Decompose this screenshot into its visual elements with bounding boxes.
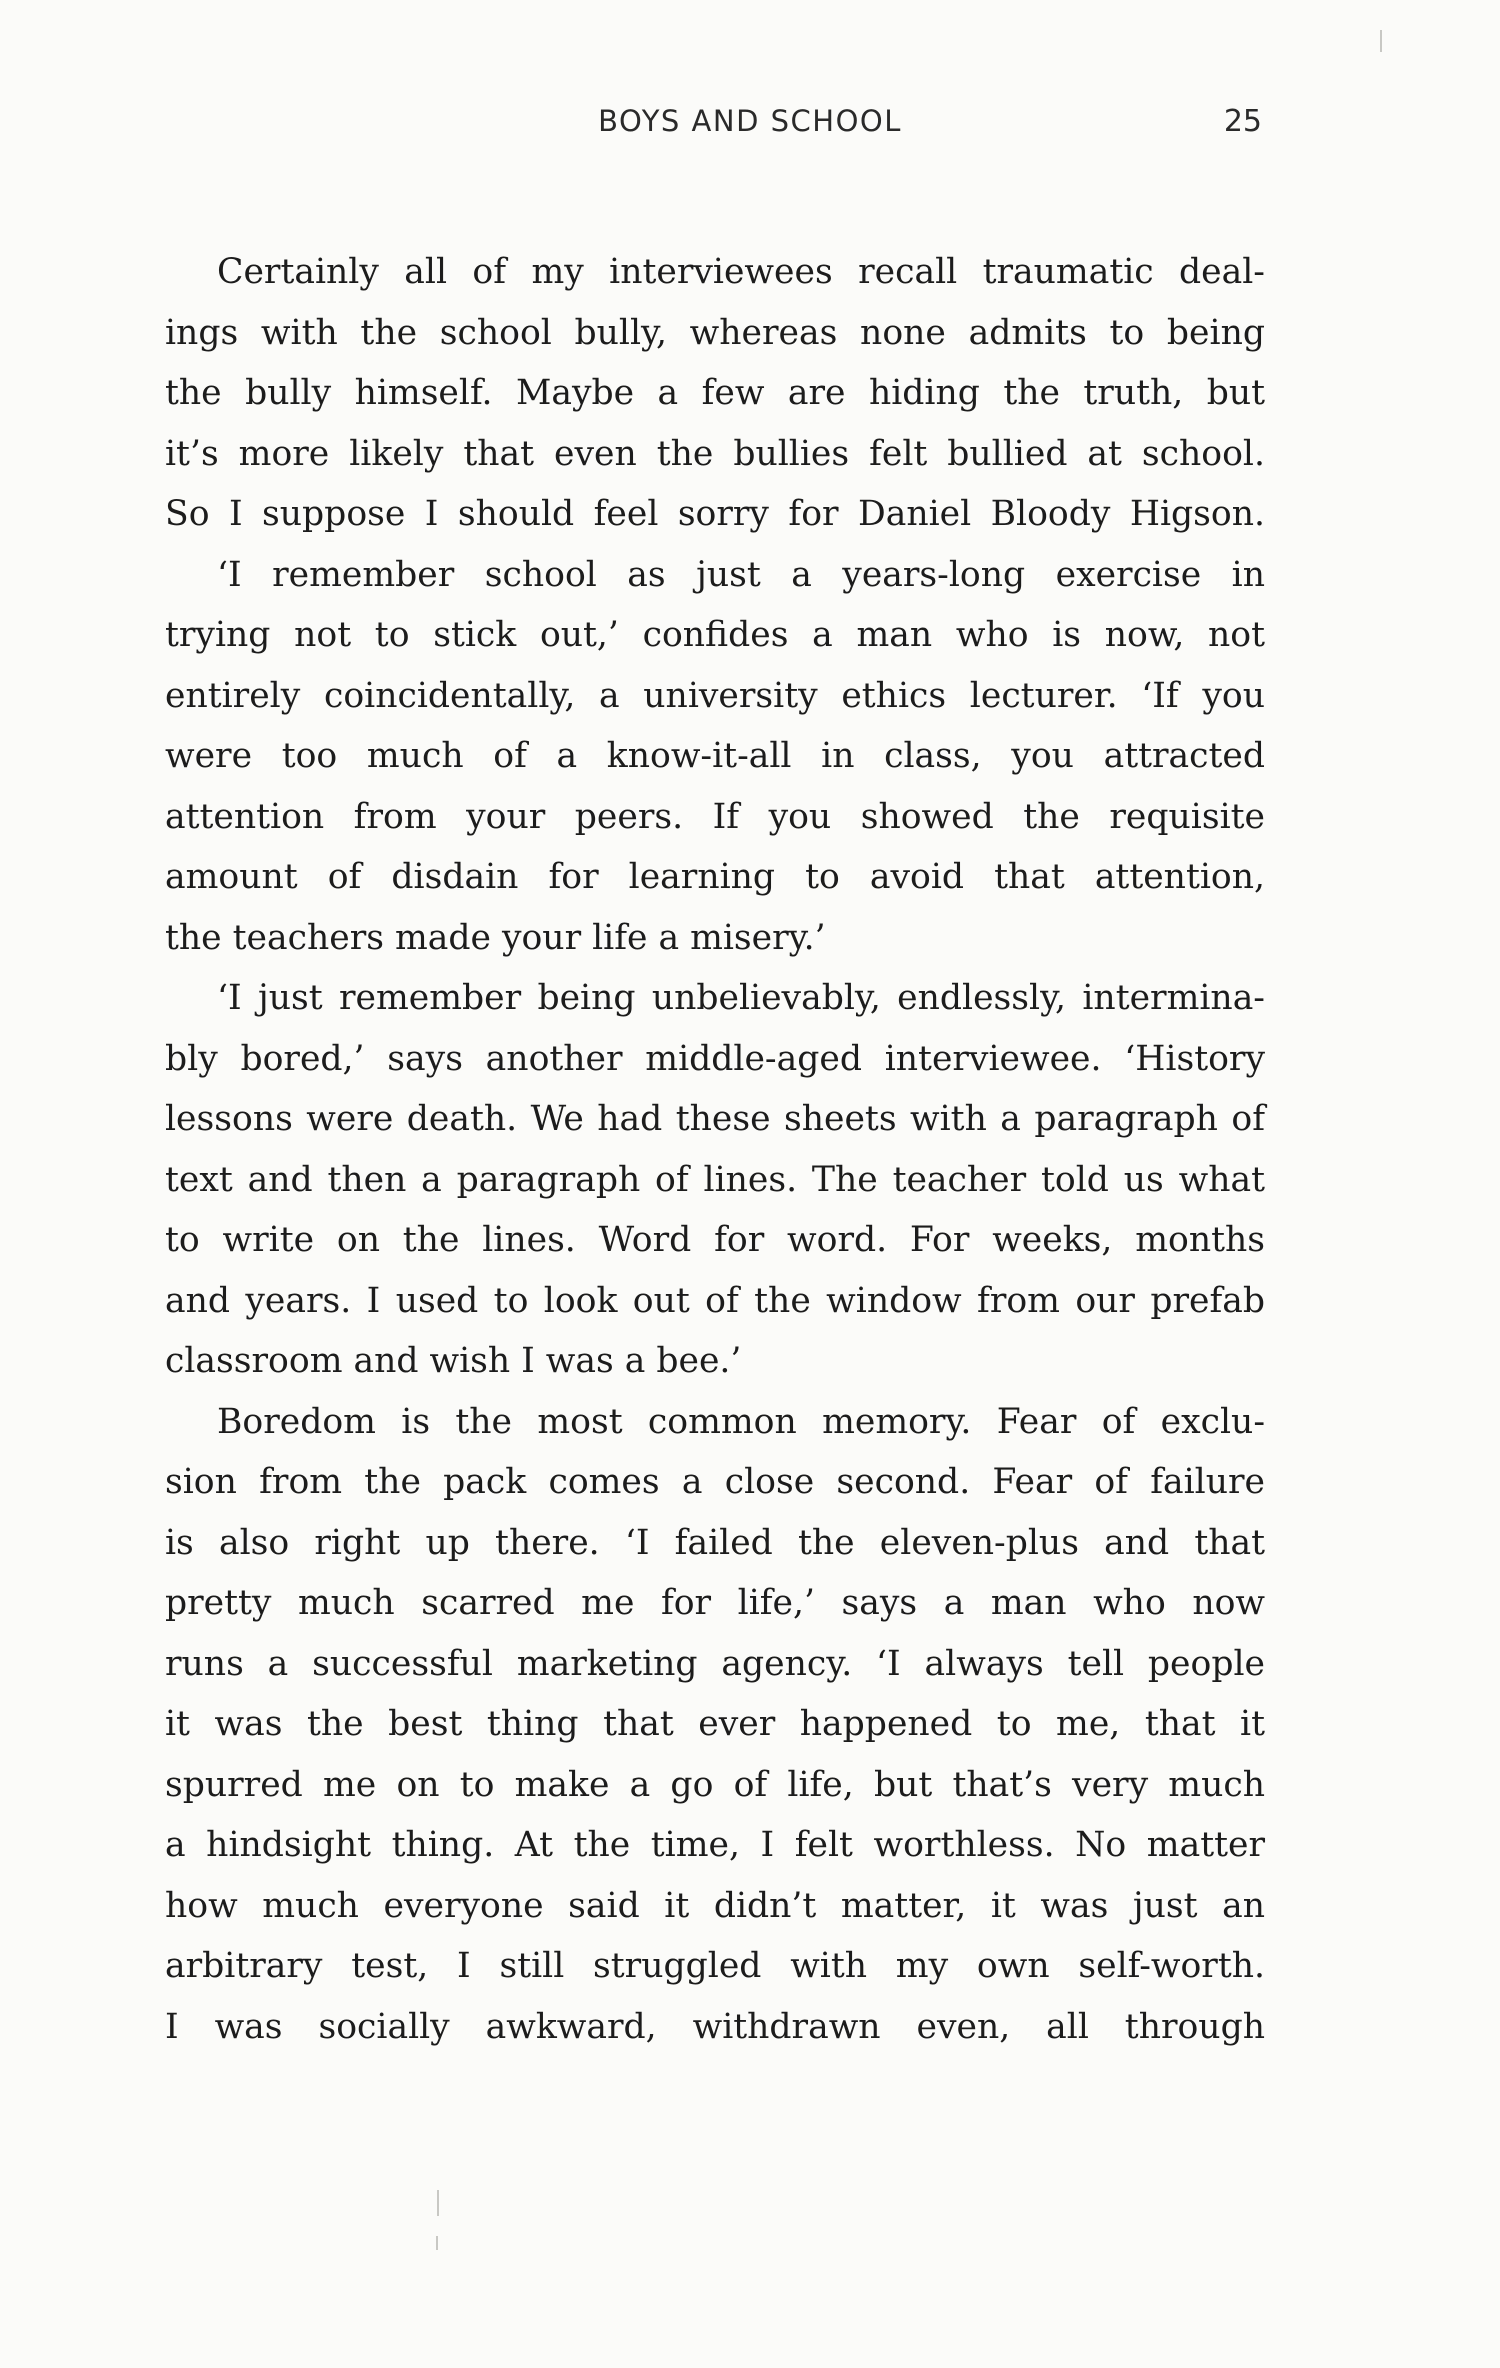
text-line: sion from the pack comes a close second. Fear of failure [165, 1462, 1265, 1502]
text-line: lessons were death. We had these sheets with a paragraph of [165, 1099, 1265, 1139]
scan-speck [1380, 30, 1382, 52]
text-line: it’s more likely that even the bullies felt bullied at school. [165, 433, 1265, 474]
text-line: runs a successful marketing agency. ‘I always tell people [165, 1643, 1265, 1684]
scan-speck [436, 2236, 438, 2250]
page-number: 25 [1223, 104, 1262, 139]
text-line: were too much of a know-it-all in class, you attracted [165, 736, 1265, 776]
text-line: attention from your peers. If you showed the requisite [165, 796, 1265, 837]
text-line: spurred me on to make a go of life, but that’s very much [165, 1764, 1265, 1805]
body-text [165, 242, 1265, 2057]
text-line: bly bored,’ says another middle-aged interviewee. ‘History [165, 1038, 1265, 1079]
text-line: So I suppose I should feel sorry for Daniel Bloody Higson. [165, 494, 1265, 534]
text-line: pretty much scarred me for life,’ says a man who now [165, 1583, 1265, 1623]
paragraph [165, 545, 1265, 969]
text-line: amount of disdain for learning to avoid that attention, [165, 857, 1265, 897]
text-line: text and then a paragraph of lines. The teacher told us what [165, 1159, 1265, 1200]
text-line: a hindsight thing. At the time, I felt worthless. No matter [165, 1825, 1265, 1865]
text-line: ings with the school bully, whereas none admits to being [165, 312, 1265, 353]
text-line: classroom and wish I was a bee.’ [165, 1341, 742, 1381]
text-line: I was socially awkward, withdrawn even, all through [165, 2006, 1265, 2047]
text-line: is also right up there. ‘I failed the eleven-plus and that [165, 1522, 1265, 1563]
text-line: Certainly all of my interviewees recall traumatic deal- [217, 252, 1265, 292]
text-line: and years. I used to look out of the window from our prefab [165, 1280, 1265, 1321]
text-line: ‘I just remember being unbelievably, endlessly, intermina- [217, 978, 1265, 1018]
text-line: the bully himself. Maybe a few are hiding the truth, but [165, 373, 1265, 413]
text-line: arbitrary test, I still struggled with my own self-worth. [165, 1946, 1265, 1986]
page-header [0, 104, 1500, 154]
running-head: BOYS AND SCHOOL [598, 104, 902, 138]
text-line: ‘I remember school as just a years-long exercise in [217, 554, 1265, 595]
text-line: the teachers made your life a misery.’ [165, 917, 826, 958]
text-line: Boredom is the most common memory. Fear of exclu- [217, 1401, 1265, 1442]
scan-speck [437, 2190, 439, 2216]
paragraph [165, 968, 1265, 1392]
paragraph [165, 242, 1265, 545]
text-line: how much everyone said it didn’t matter, it was just an [165, 1885, 1265, 1926]
text-line: trying not to stick out,’ confides a man who is now, not [165, 615, 1265, 655]
text-line: entirely coincidentally, a university ethics lecturer. ‘If you [165, 675, 1265, 716]
paragraph [165, 1392, 1265, 2058]
text-line: it was the best thing that ever happened to me, that it [165, 1704, 1265, 1744]
text-line: to write on the lines. Word for word. For weeks, months [165, 1220, 1265, 1260]
